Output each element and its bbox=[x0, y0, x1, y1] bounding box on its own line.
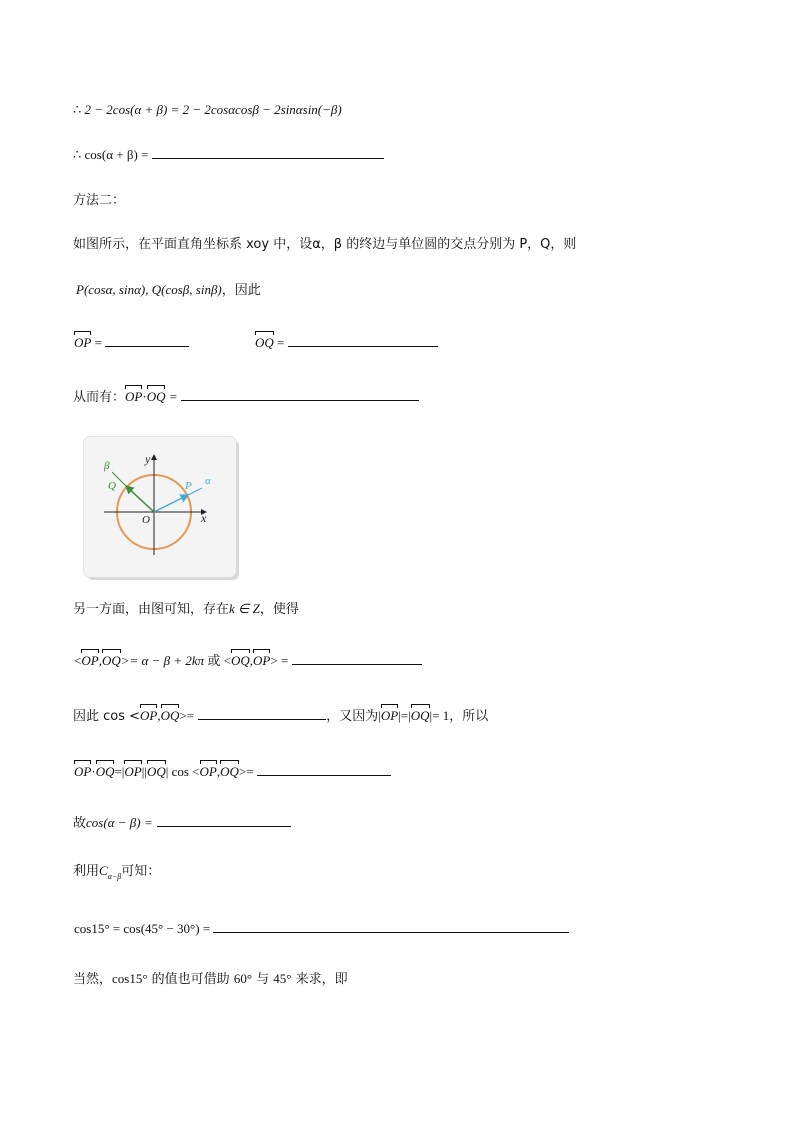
method-two-heading: 方法二： bbox=[73, 193, 126, 208]
vector-oq-abs: OQ bbox=[410, 708, 430, 723]
answer-blank[interactable] bbox=[213, 920, 569, 933]
eq-abs: =| bbox=[114, 764, 125, 779]
cos15-line bbox=[74, 920, 569, 938]
label-o: O bbox=[142, 514, 150, 526]
ray-oq bbox=[126, 486, 154, 512]
formula-subscript: α−β bbox=[107, 872, 122, 881]
cos15-expr: cos15° = cos(45° − 30°) = bbox=[74, 921, 211, 936]
points-definition bbox=[76, 281, 261, 300]
line-prefix: 利用 bbox=[73, 864, 100, 879]
answer-blank[interactable] bbox=[292, 652, 422, 665]
answer-blank-oq[interactable] bbox=[288, 334, 438, 347]
points-suffix: ，因此 bbox=[221, 283, 261, 298]
label-q: Q bbox=[108, 480, 116, 492]
sixty-deg: 60° bbox=[233, 971, 253, 986]
equals-sign: = bbox=[277, 335, 285, 350]
vector-op: OP bbox=[140, 708, 158, 723]
equals-sign: = bbox=[169, 389, 177, 404]
line-prefix: 从而有： bbox=[73, 390, 126, 405]
unit-circle-diagram bbox=[84, 437, 236, 577]
vector-op-abs: OP bbox=[380, 708, 399, 723]
answer-blank[interactable] bbox=[152, 146, 384, 159]
comma: , bbox=[98, 653, 102, 668]
mid-text: 的值也可借助 bbox=[147, 972, 234, 987]
therefore-symbol: ∴ bbox=[73, 147, 82, 162]
label-beta: β bbox=[104, 460, 110, 472]
comma-2: , bbox=[249, 653, 254, 668]
line-suffix: 可知： bbox=[121, 864, 161, 879]
line-prefix: 因此 cos < bbox=[73, 709, 141, 724]
vector-op: OP bbox=[74, 764, 92, 779]
equation-line-1 bbox=[73, 101, 342, 119]
unit-circle-figure bbox=[84, 437, 236, 577]
answer-blank[interactable] bbox=[181, 388, 419, 401]
label-x: x bbox=[201, 511, 207, 525]
angle-bracket-open: < bbox=[74, 653, 82, 668]
comma: , bbox=[157, 708, 161, 723]
vector-definitions-2 bbox=[255, 334, 438, 352]
cosine-line bbox=[73, 707, 488, 726]
equals-sign: = bbox=[94, 335, 102, 350]
cos-diff-expr: cos(α − β) = bbox=[86, 815, 153, 830]
vector-oq-2: OQ bbox=[231, 653, 250, 668]
line-suffix: 来求，即 bbox=[291, 972, 348, 987]
answer-blank[interactable] bbox=[157, 814, 291, 827]
vector-op-2: OP bbox=[253, 653, 271, 668]
abs-end: |= 1 bbox=[429, 708, 450, 723]
vector-op-abs: OP bbox=[124, 764, 142, 779]
cos-angle: | cos < bbox=[165, 764, 200, 779]
vector-oq: OQ bbox=[146, 389, 166, 404]
vector-definitions bbox=[74, 334, 189, 352]
equation-text: cos(α + β) = bbox=[84, 147, 149, 162]
angle-expr: >= α − β + 2kπ bbox=[120, 653, 205, 668]
mid-text-2: 与 bbox=[252, 972, 274, 987]
vector-op-angle: OP bbox=[199, 764, 217, 779]
line-suffix: ，使得 bbox=[259, 602, 299, 617]
line-prefix: 当然， bbox=[73, 972, 113, 987]
answer-blank[interactable] bbox=[198, 707, 326, 720]
dot-symbol: · bbox=[142, 389, 147, 404]
abs-sep: || bbox=[141, 764, 147, 779]
vector-oq-abs: OQ bbox=[146, 764, 166, 779]
label-p: P bbox=[185, 480, 192, 492]
or-word: 或 bbox=[207, 654, 221, 669]
equation-text: 2 − 2cos(α + β) = 2 − 2cosαcosβ − 2sinαsin(−β) bbox=[84, 102, 342, 117]
paragraph-setup: 如图所示，在平面直角坐标系 xoy 中，设α，β 的终边与单位圆的交点分别为 P，Q，则 bbox=[73, 237, 577, 252]
comma: , bbox=[216, 764, 221, 779]
existence-line bbox=[73, 600, 299, 619]
using-formula-line bbox=[73, 862, 160, 886]
angle-close: >= bbox=[179, 708, 195, 723]
line-suffix: ，所以 bbox=[449, 709, 489, 724]
angle-relation-line bbox=[74, 652, 422, 671]
dot-product-line bbox=[73, 388, 419, 407]
cos15-term: cos15° bbox=[112, 971, 148, 986]
formula-c: C bbox=[99, 863, 108, 878]
k-in-z: k ∈ Z bbox=[229, 601, 260, 616]
line-prefix: 故 bbox=[73, 816, 87, 831]
label-y: y bbox=[145, 452, 151, 466]
vector-oq-angle: OQ bbox=[220, 764, 239, 779]
closing-line bbox=[73, 970, 348, 989]
therefore-symbol: ∴ bbox=[73, 102, 82, 117]
abs-bar: | bbox=[378, 708, 381, 723]
points-expr: P(cosα, sinα), Q(cosβ, sinβ) bbox=[76, 282, 222, 297]
angle-close: >= bbox=[238, 764, 254, 779]
dot-symbol: · bbox=[91, 764, 96, 779]
answer-blank-op[interactable] bbox=[105, 334, 189, 347]
answer-blank[interactable] bbox=[257, 763, 391, 776]
forty-five-deg: 45° bbox=[273, 971, 292, 986]
dot-product-formula bbox=[74, 763, 391, 781]
cos-diff-line bbox=[73, 814, 291, 833]
line-prefix: 另一方面，由图可知，存在 bbox=[73, 602, 230, 617]
equation-line-2 bbox=[73, 146, 384, 164]
angle-bracket-open-2: < bbox=[223, 653, 231, 668]
vector-oq: OQ bbox=[101, 653, 121, 668]
vector-oq: OQ bbox=[95, 764, 115, 779]
abs-mid: |=| bbox=[398, 708, 411, 723]
vector-op: OP bbox=[81, 653, 99, 668]
vector-op: OP bbox=[125, 389, 143, 404]
vector-op: OP bbox=[74, 335, 92, 350]
label-alpha: α bbox=[205, 475, 211, 487]
mid-text: ，又因为 bbox=[326, 709, 379, 724]
vector-oq: OQ bbox=[160, 708, 180, 723]
ray-op bbox=[154, 495, 188, 512]
vector-oq: OQ bbox=[255, 335, 274, 350]
angle-bracket-close-2: > = bbox=[270, 653, 289, 668]
